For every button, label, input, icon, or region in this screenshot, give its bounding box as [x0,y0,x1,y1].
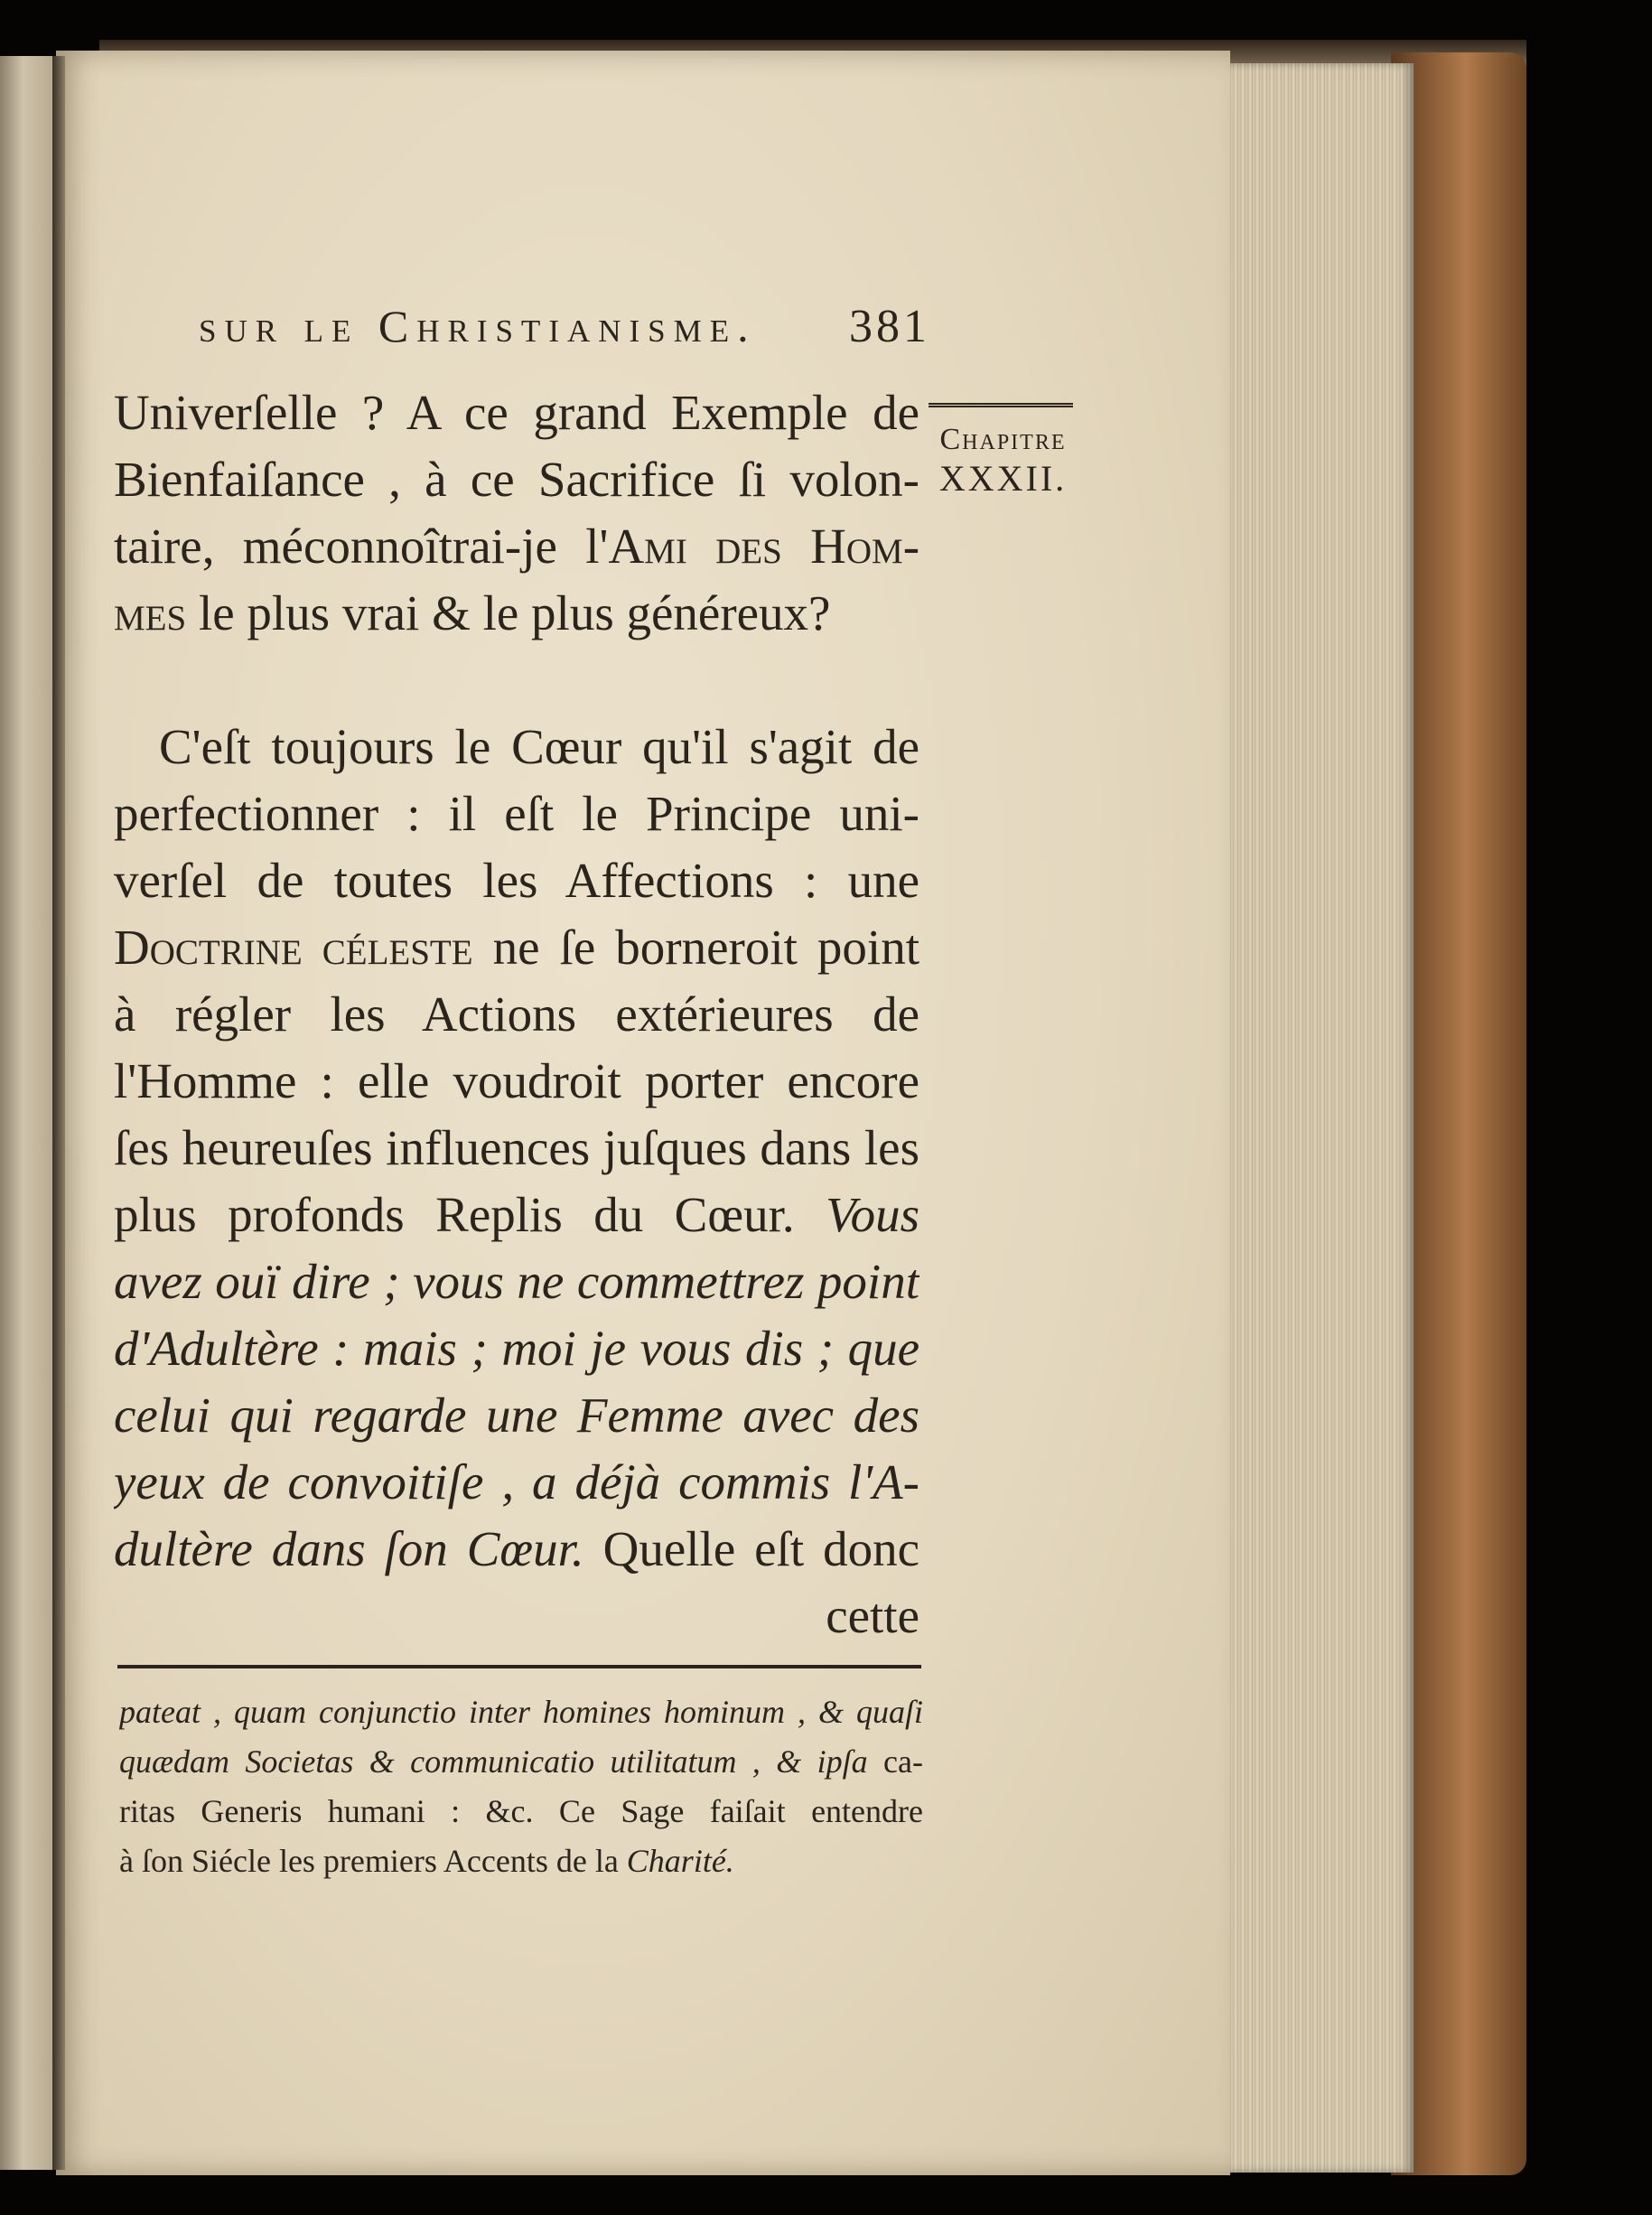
text-line: ſes heureuſes influences juſques dans les [114,1120,919,1175]
text-line: dultère dans ſon Cœur. Quelle eſt donc [114,1521,919,1576]
text-line: perfectionner : il eſt le Principe uni- [114,786,919,841]
page-block-edges [1224,63,1414,2173]
margin-chapter-note [929,403,1078,500]
running-header [199,300,930,363]
text-line: Doctrine céleste ne ſe borneroit point [114,920,919,975]
footnote-rule [117,1665,921,1668]
text-line: C'eſt toujours le Cœur qu'il s'agit de [159,719,919,774]
margin-rule [929,403,1073,412]
text-line: l'Homme : elle voudroit porter encore [114,1053,919,1108]
text-line: celui qui regarde une Femme avec des [114,1388,919,1443]
margin-chapter-number: XXXII. [938,458,1068,499]
footnote [119,1687,923,1886]
footnote-line: à ſon Siécle les premiers Accents de la Charité. [119,1843,734,1879]
text-line: verſel de toutes les Affections : une [114,853,919,908]
catchword: cette [826,1588,919,1643]
paragraph-2 [114,714,919,1650]
paragraph-1 [114,379,919,647]
body-text [114,379,919,1650]
text-line: taire, méconnoîtrai-je l'Ami des Hom- [114,519,919,574]
text-line: d'Adultère : mais ; moi je vous dis ; que [114,1321,919,1376]
text-line: à régler les Actions extérieures de [114,986,919,1042]
footnote-line: ritas Generis humani : &c. Ce Sage faiſait entendre [119,1793,923,1829]
text-line: Univerſelle ? A ce grand Exemple de [114,385,919,440]
text-line: yeux de convoitiſe , a déjà commis l'A- [114,1454,919,1509]
footnote-line: pateat , quam conjunctio inter homines hominum , & quaſi [119,1694,923,1730]
page-number: 381 [849,301,930,352]
text-line: avez ouï dire ; vous ne commettrez point [114,1254,919,1309]
running-title: sur le Christianisme. [199,301,757,351]
text-line: mes le plus vrai & le plus généreux? [114,585,831,640]
book-gutter [52,56,65,2170]
paragraph-gap [114,647,919,714]
margin-chapter-label: Chapitre [939,423,1067,456]
text-line: plus profonds Replis du Cœur. Vous [114,1187,919,1242]
footnote-line: quædam Societas & communicatio utilitatum , & ipſa ca- [119,1743,923,1780]
text-line: Bienfaiſance , à ce Sacrifice ſi volon- [114,452,919,507]
